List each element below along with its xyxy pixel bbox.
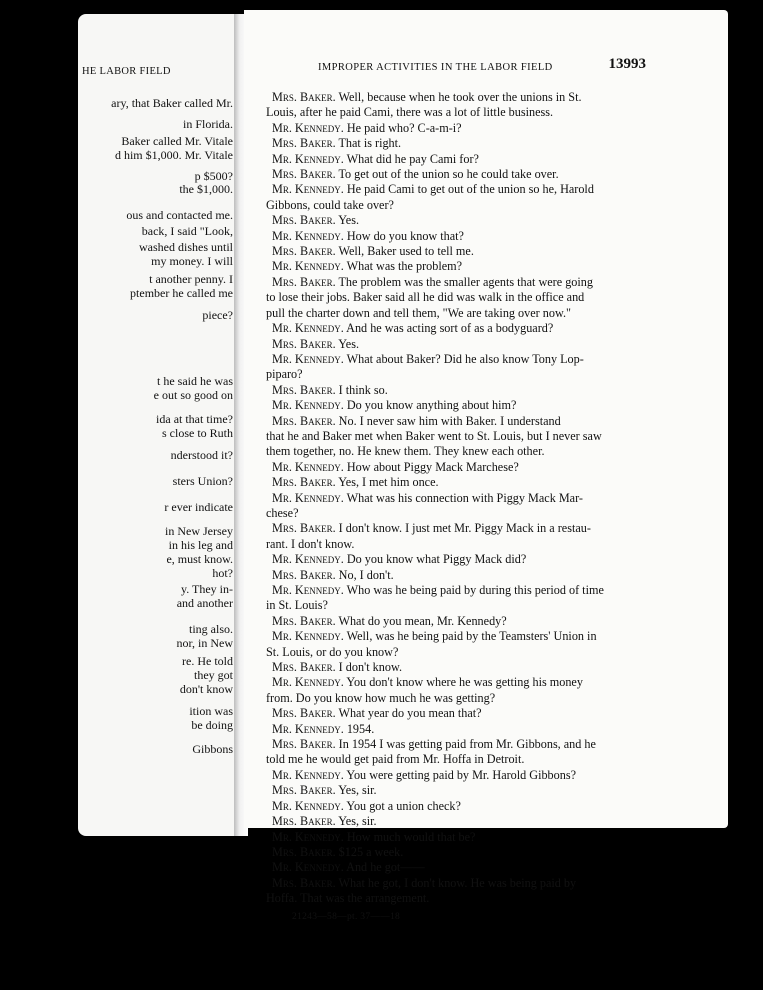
- transcript-line: [266, 506, 662, 521]
- spoken-text: He paid Cami to get out of the union so he, Harold: [343, 182, 594, 197]
- spoken-text: You were getting paid by Mr. Harold Gibbons?: [343, 767, 576, 782]
- transcript-line: [266, 460, 662, 475]
- left-text-line: y. They in-: [181, 582, 233, 596]
- spoken-text: Yes, sir.: [335, 814, 377, 829]
- spoken-text: How do you know that?: [343, 228, 464, 243]
- speaker-name: Mrs. Baker.: [272, 336, 336, 351]
- transcript-line: [266, 675, 662, 690]
- left-text-line: in Florida.: [183, 117, 233, 131]
- spoken-text: Yes, sir.: [335, 783, 377, 798]
- speaker-name: Mrs. Baker.: [272, 737, 336, 752]
- speaker-name: Mr. Kennedy.: [272, 351, 344, 366]
- spoken-text: You got a union check?: [343, 798, 461, 813]
- spoken-text: To get out of the union so he could take over.: [335, 167, 559, 182]
- speaker-name: Mr. Kennedy.: [272, 259, 344, 274]
- speaker-name: Mrs. Baker.: [272, 706, 336, 721]
- left-text-line: p $500?: [194, 169, 233, 183]
- left-running-header: HE LABOR FIELD: [82, 66, 171, 77]
- speaker-name: Mr. Kennedy.: [272, 629, 344, 644]
- spoken-text: How much would that be?: [343, 829, 476, 844]
- transcript-line: [266, 491, 662, 506]
- transcript-line: [266, 244, 662, 259]
- speaker-name: Mr. Kennedy.: [272, 398, 344, 413]
- transcript-line: [266, 213, 662, 228]
- left-text-line: back, I said "Look,: [141, 224, 233, 238]
- spoken-text: Do you know what Piggy Mack did?: [343, 552, 527, 567]
- transcript-line: [266, 414, 662, 429]
- left-text-line: don't know: [179, 682, 233, 696]
- speaker-name: Mr. Kennedy.: [272, 583, 344, 597]
- speaker-name: Mr. Kennedy.: [272, 490, 344, 505]
- speaker-name: Mr. Kennedy.: [272, 798, 344, 813]
- speaker-name: Mrs. Baker.: [272, 814, 336, 829]
- transcript-line: [266, 321, 662, 336]
- printer-footer: 21243—58—pt. 37——18: [292, 911, 401, 922]
- spoken-text: What about Baker? Did he also know Tony Lop-: [343, 351, 584, 366]
- speaker-name: Mr. Kennedy.: [272, 228, 344, 243]
- left-text-line: t another penny. I: [149, 272, 233, 286]
- spoken-text: What do you mean, Mr. Kennedy?: [335, 613, 507, 628]
- spoken-text: $125 a week.: [335, 844, 404, 859]
- spoken-text: How about Piggy Mack Marchese?: [343, 459, 519, 474]
- transcript-line: [266, 830, 662, 845]
- speaker-name: Mrs. Baker.: [272, 382, 336, 397]
- left-text-line: s close to Ruth: [162, 426, 233, 440]
- speaker-name: Mrs. Baker.: [272, 521, 336, 536]
- spoken-text: 1954.: [343, 721, 375, 736]
- speaker-name: Mrs. Baker.: [272, 475, 336, 490]
- speaker-name: Mr. Kennedy.: [272, 721, 344, 736]
- spoken-text: in St. Louis?: [266, 598, 328, 613]
- transcript-line: [266, 475, 662, 490]
- transcript-line: [266, 290, 662, 305]
- transcript-line: [266, 306, 662, 321]
- left-text-line: in his leg and: [168, 538, 233, 552]
- transcript-line: [266, 398, 662, 413]
- spoken-text: What was the problem?: [343, 259, 463, 274]
- spoken-text: Louis, after he paid Cami, there was a lot of little business.: [266, 105, 554, 120]
- left-text-line: they got: [194, 668, 233, 682]
- left-text-line: be doing: [191, 718, 233, 732]
- scan-border: [0, 0, 763, 6]
- spoken-text: Yes, I met him once.: [335, 475, 439, 490]
- spoken-text: I don't know.: [335, 660, 403, 675]
- spoken-text: Gibbons, could take over?: [266, 197, 394, 212]
- spoken-text: That is right.: [335, 136, 402, 151]
- transcript-line: [266, 752, 662, 767]
- spoken-text: piparo?: [266, 367, 303, 382]
- speaker-name: Mr. Kennedy.: [272, 120, 344, 135]
- left-text-line: ida at that time?: [156, 412, 233, 426]
- spoken-text: No. I never saw him with Baker. I understand: [335, 413, 561, 428]
- transcript-line: [266, 799, 662, 814]
- left-text-line: r ever indicate: [164, 500, 233, 514]
- speaker-name: Mrs. Baker.: [272, 567, 336, 582]
- left-text-line: e out so good on: [153, 388, 233, 402]
- spoken-text: them together, no. He knew them. They knew each other.: [266, 444, 545, 459]
- transcript-line: [266, 860, 662, 875]
- left-text-line: e, must know.: [166, 552, 233, 566]
- speaker-name: Mrs. Baker.: [272, 274, 336, 289]
- speaker-name: Mr. Kennedy.: [272, 860, 344, 875]
- spoken-text: And he got——: [343, 860, 425, 875]
- transcript-line: [266, 105, 662, 120]
- transcript-line: [266, 444, 662, 459]
- transcript-line: [266, 383, 662, 398]
- left-text-line: in New Jersey: [165, 524, 233, 538]
- spoken-text: told me he would get paid from Mr. Hoffa in Detroit.: [266, 752, 525, 767]
- spoken-text: from. Do you know how much he was getting?: [266, 690, 496, 705]
- transcript-line: [266, 814, 662, 829]
- left-text-line: ting also.: [189, 622, 233, 636]
- left-text-line: sters Union?: [172, 474, 233, 488]
- right-page: [244, 10, 728, 922]
- left-text-line: hot?: [212, 566, 233, 580]
- spoken-text: He paid who? C-a-m-i?: [343, 120, 462, 135]
- transcript-line: [266, 568, 662, 583]
- transcript-line: [266, 275, 662, 290]
- transcript-line: [266, 429, 662, 444]
- speaker-name: Mr. Kennedy.: [272, 459, 344, 474]
- left-text-line: washed dishes until: [139, 240, 233, 254]
- spoken-text: to lose their jobs. Baker said all he did was walk in the office and: [266, 290, 585, 305]
- speaker-name: Mr. Kennedy.: [272, 829, 344, 844]
- spoken-text: St. Louis, or do you know?: [266, 644, 399, 659]
- spoken-text: pull the charter down and tell them, "We are taking over now.": [266, 305, 571, 320]
- transcript-line: [266, 337, 662, 352]
- spoken-text: You don't know where he was getting his money: [343, 675, 583, 690]
- spoken-text: Who was he being paid by during this period of time: [343, 583, 604, 597]
- speaker-name: Mr. Kennedy.: [272, 675, 344, 690]
- left-text-line: ition was: [189, 704, 233, 718]
- spoken-text: that he and Baker met when Baker went to St. Louis, but I never saw: [266, 428, 602, 443]
- left-text-line: nor, in New: [176, 636, 233, 650]
- transcript-line: [266, 891, 662, 906]
- transcript-line: [266, 90, 662, 105]
- spoken-text: What he got, I don't know. He was being paid by: [335, 875, 577, 890]
- transcript-line: [266, 198, 662, 213]
- transcript-line: [266, 614, 662, 629]
- left-text-line: Gibbons: [192, 742, 233, 756]
- spoken-text: What was his connection with Piggy Mack Mar-: [343, 490, 583, 505]
- transcript-line: [266, 552, 662, 567]
- transcript-line: [266, 121, 662, 136]
- transcript-line: [266, 629, 662, 644]
- speaker-name: Mrs. Baker.: [272, 783, 336, 798]
- transcript-line: [266, 583, 662, 598]
- transcript-line: [266, 182, 662, 197]
- transcript-line: [266, 783, 662, 798]
- spoken-text: What year do you mean that?: [335, 706, 482, 721]
- spoken-text: Well, because when he took over the unions in St.: [335, 90, 582, 104]
- speaker-name: Mr. Kennedy.: [272, 182, 344, 197]
- speaker-name: Mrs. Baker.: [272, 613, 336, 628]
- speaker-name: Mrs. Baker.: [272, 413, 336, 428]
- transcript-line: [266, 737, 662, 752]
- spoken-text: Yes.: [335, 336, 359, 351]
- transcript-line: [266, 845, 662, 860]
- transcript-line: [266, 229, 662, 244]
- left-text-line: re. He told: [182, 654, 233, 668]
- speaker-name: Mrs. Baker.: [272, 136, 336, 151]
- spoken-text: What did he pay Cami for?: [343, 151, 479, 166]
- spoken-text: The problem was the smaller agents that were going: [335, 274, 593, 289]
- transcript-line: [266, 352, 662, 367]
- running-header: IMPROPER ACTIVITIES IN THE LABOR FIELD: [318, 62, 553, 73]
- transcript-line: [266, 598, 662, 613]
- spoken-text: And he was acting sort of as a bodyguard?: [343, 321, 554, 336]
- left-text-line: t he said he was: [157, 374, 233, 388]
- transcript-line: [266, 152, 662, 167]
- transcript-line: [266, 645, 662, 660]
- speaker-name: Mr. Kennedy.: [272, 151, 344, 166]
- speaker-name: Mrs. Baker.: [272, 844, 336, 859]
- spoken-text: I don't know. I just met Mr. Piggy Mack in a restau-: [335, 521, 591, 536]
- transcript-line: [266, 136, 662, 151]
- transcript-body: [266, 90, 662, 925]
- transcript-line: [266, 660, 662, 675]
- transcript-line: [266, 722, 662, 737]
- left-text-line: d him $1,000. Mr. Vitale: [114, 148, 233, 162]
- transcript-line: [266, 367, 662, 382]
- left-text-line: nderstood it?: [170, 448, 233, 462]
- spoken-text: No, I don't.: [335, 567, 394, 582]
- left-text-line: and another: [176, 596, 233, 610]
- page-number: 13993: [608, 56, 646, 72]
- left-text-line: the $1,000.: [179, 182, 233, 196]
- transcript-line: [266, 706, 662, 721]
- transcript-line: [266, 259, 662, 274]
- spoken-text: Do you know anything about him?: [343, 398, 517, 413]
- speaker-name: Mrs. Baker.: [272, 875, 336, 890]
- transcript-line: [266, 876, 662, 891]
- speaker-name: Mr. Kennedy.: [272, 321, 344, 336]
- speaker-name: Mr. Kennedy.: [272, 552, 344, 567]
- transcript-line: [266, 521, 662, 536]
- spoken-text: I think so.: [335, 382, 388, 397]
- spoken-text: Well, Baker used to tell me.: [335, 244, 474, 259]
- speaker-name: Mrs. Baker.: [272, 213, 336, 228]
- transcript-line: [266, 537, 662, 552]
- transcript-line: [266, 691, 662, 706]
- spoken-text: Well, was he being paid by the Teamsters' Union in: [343, 629, 597, 644]
- transcript-line: [266, 768, 662, 783]
- left-text-line: ous and contacted me.: [126, 208, 233, 222]
- left-text-line: ptember he called me: [130, 286, 233, 300]
- spoken-text: In 1954 I was getting paid from Mr. Gibbons, and he: [335, 737, 596, 752]
- speaker-name: Mrs. Baker.: [272, 660, 336, 675]
- speaker-name: Mrs. Baker.: [272, 90, 336, 104]
- spoken-text: chese?: [266, 505, 299, 520]
- spoken-text: Hoffa. That was the arrangement.: [266, 891, 430, 906]
- left-page: [78, 14, 243, 836]
- left-text-line: ary, that Baker called Mr.: [111, 96, 233, 110]
- left-text-line: Baker called Mr. Vitale: [121, 134, 233, 148]
- speaker-name: Mrs. Baker.: [272, 167, 336, 182]
- left-text-line: piece?: [202, 308, 233, 322]
- left-text-line: my money. I will: [151, 254, 233, 268]
- spoken-text: rant. I don't know.: [266, 536, 355, 551]
- spoken-text: Yes.: [335, 213, 359, 228]
- speaker-name: Mrs. Baker.: [272, 244, 336, 259]
- transcript-line: [266, 167, 662, 182]
- speaker-name: Mr. Kennedy.: [272, 767, 344, 782]
